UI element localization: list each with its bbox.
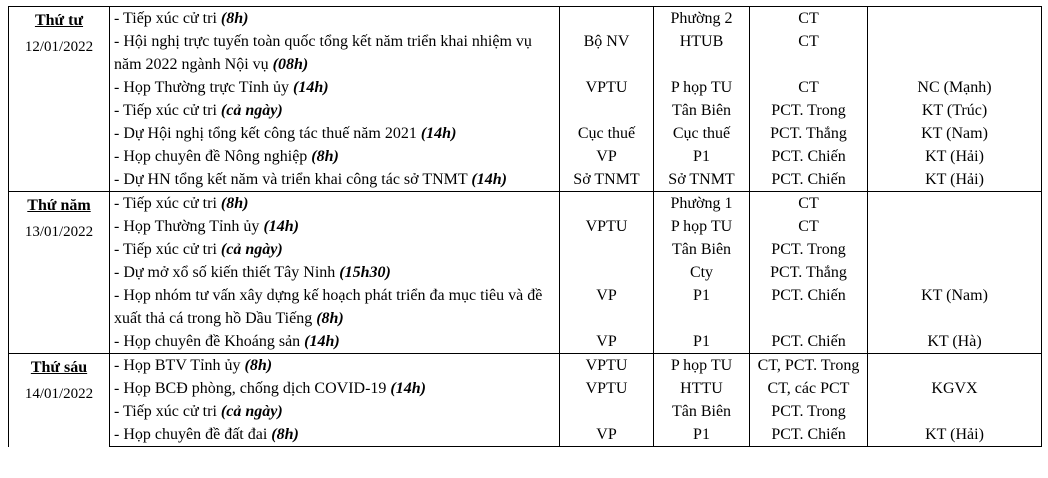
task-time: (8h) <box>316 310 344 327</box>
day-date: 14/01/2022 <box>24 386 94 402</box>
place-cell: Cty <box>654 261 750 284</box>
lead-cell: PCT. Thắng <box>750 261 868 284</box>
task-cell <box>110 30 560 76</box>
task-text: - Họp BTV Tỉnh ủy <box>114 357 245 374</box>
place-cell: P1 <box>654 284 750 330</box>
place-cell: Tân Biên <box>654 238 750 261</box>
task-cell <box>110 400 560 423</box>
task-time: (14h) <box>292 79 329 96</box>
day-cell <box>9 7 110 192</box>
note-cell: KT (Trúc) <box>868 99 1042 122</box>
task-text: - Họp nhóm tư vấn xây dựng kế hoạch phát triển đa mục tiêu và đề xuất thả cá trong hồ Dầu Tiếng <box>114 287 543 327</box>
lead-cell: PCT. Thắng <box>750 122 868 145</box>
task-time: (8h) <box>244 357 273 374</box>
day-cell <box>9 192 110 354</box>
lead-cell: PCT. Chiến <box>750 284 868 330</box>
org-cell: VP <box>560 423 654 447</box>
lead-cell: PCT. Trong <box>750 400 868 423</box>
lead-cell: PCT. Chiến <box>750 423 868 447</box>
note-cell <box>868 192 1042 216</box>
task-text: - Tiếp xúc cử tri <box>114 10 221 27</box>
table-row <box>9 145 1042 168</box>
table-row <box>9 238 1042 261</box>
org-cell <box>560 99 654 122</box>
task-time: (8h) <box>271 426 299 443</box>
org-cell: Sở TNMT <box>560 168 654 192</box>
place-cell: Cục thuế <box>654 122 750 145</box>
task-cell <box>110 99 560 122</box>
task-text: - Hội nghị trực tuyến toàn quốc tổng kết năm triển khai nhiệm vụ năm 2022 ngành Nội vụ <box>114 33 532 73</box>
task-text: - Họp Thường Tỉnh ủy <box>114 218 264 235</box>
org-cell <box>560 261 654 284</box>
lead-cell: CT <box>750 30 868 76</box>
day-date: 13/01/2022 <box>24 224 94 240</box>
task-time: (cả ngày) <box>220 403 283 420</box>
task-text: - Họp chuyên đề Khoáng sản <box>114 333 305 350</box>
note-cell: KT (Hải) <box>868 145 1042 168</box>
place-cell: Phường 1 <box>654 192 750 216</box>
org-cell <box>560 192 654 216</box>
place-cell: P họp TU <box>654 215 750 238</box>
table-row <box>9 99 1042 122</box>
table-row <box>9 7 1042 31</box>
task-time: (14h) <box>420 125 457 142</box>
task-time: (14h) <box>390 380 426 397</box>
lead-cell: PCT. Chiến <box>750 168 868 192</box>
lead-cell: CT, PCT. Trong <box>750 354 868 378</box>
org-cell: Cục thuế <box>560 122 654 145</box>
task-cell <box>110 238 560 261</box>
lead-cell: PCT. Chiến <box>750 145 868 168</box>
org-cell: VP <box>560 284 654 330</box>
day-name: Thứ sáu <box>30 359 88 376</box>
task-cell <box>110 192 560 216</box>
task-cell <box>110 330 560 354</box>
day-name: Thứ năm <box>27 197 91 214</box>
lead-cell: PCT. Trong <box>750 99 868 122</box>
note-cell: KT (Nam) <box>868 284 1042 330</box>
task-cell <box>110 122 560 145</box>
task-text: - Họp chuyên đề đất đai <box>114 426 272 443</box>
task-text: - Dự mở xổ số kiến thiết Tây Ninh <box>114 264 340 281</box>
task-cell <box>110 168 560 192</box>
note-cell: KT (Hải) <box>868 423 1042 447</box>
place-cell: P họp TU <box>654 354 750 378</box>
place-cell: Phường 2 <box>654 7 750 31</box>
task-text: - Tiếp xúc cử tri <box>114 403 221 420</box>
task-cell <box>110 377 560 400</box>
note-cell: NC (Mạnh) <box>868 76 1042 99</box>
table-row <box>9 354 1042 378</box>
task-cell <box>110 354 560 378</box>
lead-cell: CT <box>750 7 868 31</box>
task-cell <box>110 284 560 330</box>
task-cell <box>110 7 560 31</box>
org-cell <box>560 400 654 423</box>
task-text: - Tiếp xúc cử tri <box>114 102 221 119</box>
org-cell: VPTU <box>560 354 654 378</box>
day-name: Thứ tư <box>34 12 84 29</box>
place-cell: Sở TNMT <box>654 168 750 192</box>
lead-cell: CT <box>750 192 868 216</box>
task-cell <box>110 215 560 238</box>
task-time: (15h30) <box>339 264 391 281</box>
table-row <box>9 400 1042 423</box>
org-cell: VP <box>560 145 654 168</box>
task-text: - Họp chuyên đề Nông nghiệp <box>114 148 312 165</box>
note-cell <box>868 354 1042 378</box>
task-text: - Dự Hội nghị tổng kết công tác thuế năm 2021 <box>114 125 421 142</box>
place-cell: P1 <box>654 330 750 354</box>
table-row <box>9 168 1042 192</box>
note-cell <box>868 400 1042 423</box>
day-date: 12/01/2022 <box>24 39 94 55</box>
task-cell <box>110 145 560 168</box>
table-row <box>9 122 1042 145</box>
table-row <box>9 261 1042 284</box>
task-time: (cả ngày) <box>220 102 283 119</box>
task-cell <box>110 76 560 99</box>
place-cell: P họp TU <box>654 76 750 99</box>
lead-cell: PCT. Trong <box>750 238 868 261</box>
task-text: - Họp Thường trực Tỉnh ủy <box>114 79 293 96</box>
schedule-table <box>8 6 1042 447</box>
task-text: - Tiếp xúc cử tri <box>114 241 221 258</box>
place-cell: HTUB <box>654 30 750 76</box>
table-row <box>9 330 1042 354</box>
place-cell: HTTU <box>654 377 750 400</box>
task-time: (14h) <box>304 333 340 350</box>
place-cell: Tân Biên <box>654 99 750 122</box>
table-row <box>9 284 1042 330</box>
task-cell <box>110 423 560 447</box>
table-row <box>9 76 1042 99</box>
lead-cell: PCT. Chiến <box>750 330 868 354</box>
org-cell <box>560 238 654 261</box>
task-time: (8h) <box>311 148 339 165</box>
place-cell: Tân Biên <box>654 400 750 423</box>
place-cell: P1 <box>654 145 750 168</box>
table-row <box>9 215 1042 238</box>
task-text: - Họp BCĐ phòng, chống dịch COVID-19 <box>114 380 391 397</box>
org-cell: VPTU <box>560 76 654 99</box>
task-cell <box>110 261 560 284</box>
org-cell <box>560 7 654 31</box>
org-cell: Bộ NV <box>560 30 654 76</box>
task-time: (cả ngày) <box>220 241 283 258</box>
place-cell: P1 <box>654 423 750 447</box>
org-cell: VPTU <box>560 377 654 400</box>
task-time: (14h) <box>471 171 507 188</box>
note-cell <box>868 261 1042 284</box>
lead-cell: CT, các PCT <box>750 377 868 400</box>
note-cell <box>868 7 1042 31</box>
table-row <box>9 192 1042 216</box>
note-cell <box>868 30 1042 76</box>
org-cell: VPTU <box>560 215 654 238</box>
table-row <box>9 377 1042 400</box>
task-time: (8h) <box>220 195 249 212</box>
note-cell: KGVX <box>868 377 1042 400</box>
task-text: - Tiếp xúc cử tri <box>114 195 221 212</box>
table-row <box>9 30 1042 76</box>
lead-cell: CT <box>750 76 868 99</box>
lead-cell: CT <box>750 215 868 238</box>
note-cell: KT (Nam) <box>868 122 1042 145</box>
org-cell: VP <box>560 330 654 354</box>
task-text: - Dự HN tổng kết năm và triển khai công tác sở TNMT <box>114 171 472 188</box>
task-time: (14h) <box>263 218 299 235</box>
note-cell: KT (Hải) <box>868 168 1042 192</box>
task-time: (08h) <box>272 56 309 73</box>
task-time: (8h) <box>220 10 249 27</box>
table-row <box>9 423 1042 447</box>
day-cell <box>9 354 110 447</box>
note-cell <box>868 215 1042 238</box>
note-cell <box>868 238 1042 261</box>
note-cell: KT (Hà) <box>868 330 1042 354</box>
